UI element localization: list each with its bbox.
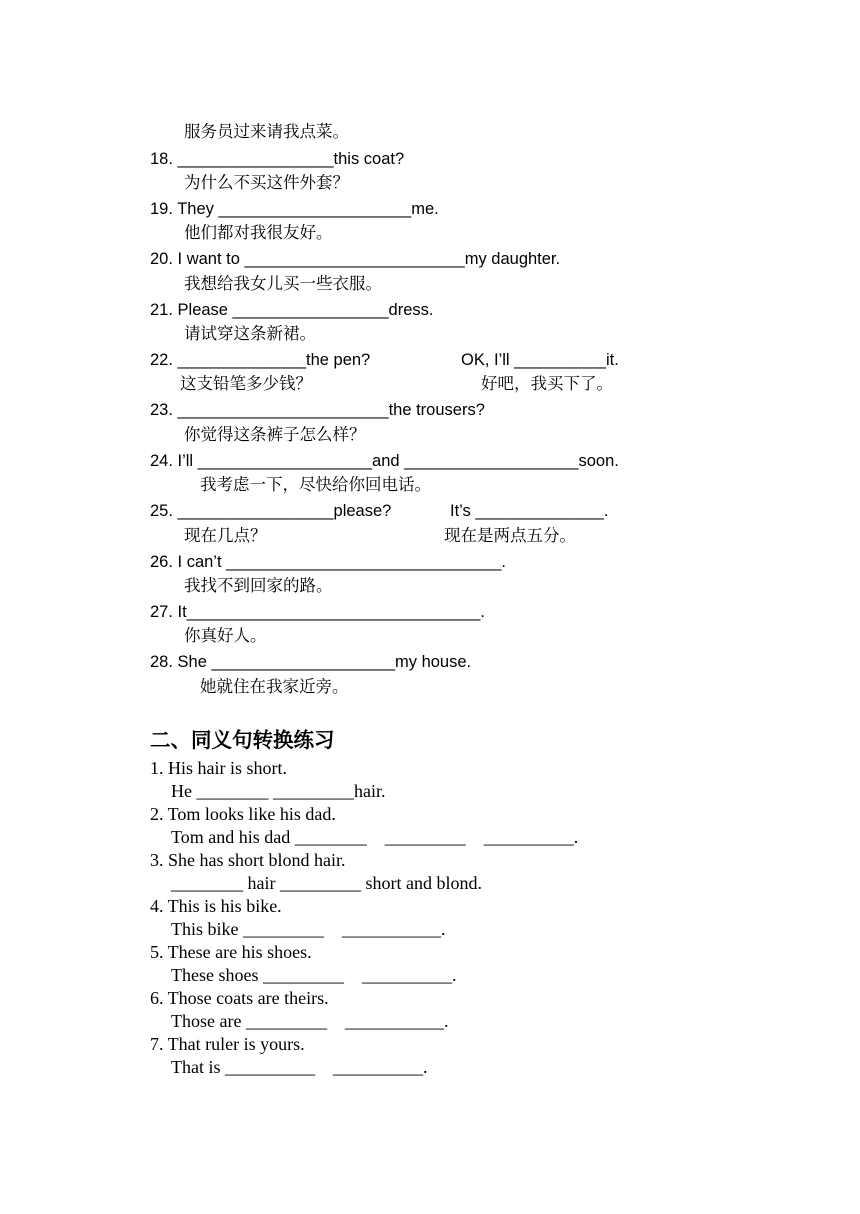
conversion-3-answer: ________ hair _________ short and blond. bbox=[171, 873, 482, 893]
conversion-7-question: 7. That ruler is yours. bbox=[150, 1034, 305, 1054]
item-18-translation: 为什么不买这件外套？ bbox=[184, 173, 349, 192]
item-25-reply-translation: 现在是两点五分。 bbox=[444, 526, 576, 545]
item-23-translation: 你觉得这条裤子怎么样？ bbox=[184, 425, 366, 444]
item-25-reply: It’s ______________. bbox=[450, 502, 609, 520]
conversion-3-question: 3. She has short blond hair. bbox=[150, 850, 346, 870]
item-21-sentence: 21. Please _________________dress. bbox=[150, 301, 434, 319]
conversion-2-answer: Tom and his dad ________ _________ __________. bbox=[171, 827, 579, 847]
item-22-reply-translation: 好吧，我买下了。 bbox=[481, 374, 613, 393]
conversion-1-question: 1. His hair is short. bbox=[150, 758, 287, 778]
item-21-translation: 请试穿这条新裙。 bbox=[184, 324, 316, 343]
item-17-translation: 服务员过来请我点菜。 bbox=[184, 122, 349, 141]
item-26-sentence: 26. I can’t ______________________________. bbox=[150, 553, 507, 571]
item-22-translation: 这支铅笔多少钱？ bbox=[180, 374, 312, 393]
item-27-translation: 你真好人。 bbox=[184, 626, 267, 645]
item-22-reply: OK, I’ll __________it. bbox=[461, 351, 619, 369]
item-24-translation: 我考虑一下，尽快给你回电话。 bbox=[200, 475, 431, 494]
conversion-5-question: 5. These are his shoes. bbox=[150, 942, 312, 962]
conversion-7-answer: That is __________ __________. bbox=[171, 1057, 428, 1077]
conversion-1-answer: He ________ _________hair. bbox=[171, 781, 386, 801]
conversion-4-question: 4. This is his bike. bbox=[150, 896, 282, 916]
conversion-4-answer: This bike _________ ___________. bbox=[171, 919, 446, 939]
item-18-sentence: 18. _________________this coat? bbox=[150, 150, 405, 168]
conversion-6-answer: Those are _________ ___________. bbox=[171, 1011, 449, 1031]
item-25-translation: 现在几点？ bbox=[184, 526, 267, 545]
item-20-sentence: 20. I want to ________________________my daughter. bbox=[150, 250, 561, 268]
section-heading: 二、同义句转换练习 bbox=[150, 728, 335, 752]
conversion-2-question: 2. Tom looks like his dad. bbox=[150, 804, 336, 824]
item-28-translation: 她就住在我家近旁。 bbox=[200, 677, 349, 696]
item-24-sentence: 24. I’ll ___________________and ___________________soon. bbox=[150, 452, 619, 470]
item-19-sentence: 19. They _____________________me. bbox=[150, 200, 439, 218]
item-22-sentence: 22. ______________the pen? bbox=[150, 351, 371, 369]
item-28-sentence: 28. She ____________________my house. bbox=[150, 653, 472, 671]
item-19-translation: 他们都对我很友好。 bbox=[184, 223, 333, 242]
item-27-sentence: 27. It________________________________. bbox=[150, 603, 485, 621]
item-26-translation: 我找不到回家的路。 bbox=[184, 576, 333, 595]
conversion-5-answer: These shoes _________ __________. bbox=[171, 965, 457, 985]
item-25-sentence: 25. _________________please? bbox=[150, 502, 392, 520]
item-23-sentence: 23. _______________________the trousers? bbox=[150, 401, 485, 419]
conversion-6-question: 6. Those coats are theirs. bbox=[150, 988, 329, 1008]
item-20-translation: 我想给我女儿买一些衣服。 bbox=[184, 274, 382, 293]
